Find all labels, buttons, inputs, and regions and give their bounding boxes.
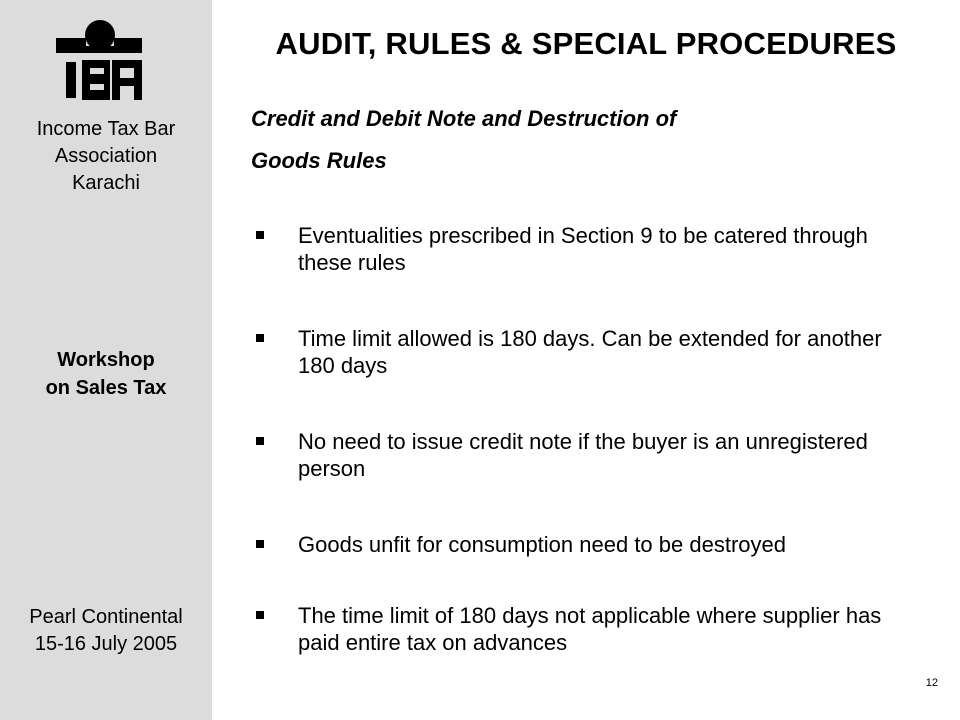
- slide-title: AUDIT, RULES & SPECIAL PROCEDURES: [275, 26, 897, 61]
- venue-date: 15-16 July 2005: [34, 633, 178, 655]
- slide-subtitle: [251, 98, 891, 182]
- subtitle-line: Credit and Debit Note and Destruction of: [251, 106, 677, 131]
- bullet-text: Eventualities prescribed in Section 9 to be catered through these rules: [298, 223, 868, 275]
- subtitle-line: Goods Rules: [251, 148, 387, 173]
- square-bullet-icon: [256, 334, 264, 342]
- venue-line: Pearl Continental: [29, 606, 183, 628]
- square-bullet-icon: [256, 611, 264, 619]
- itba-logo-icon: [50, 18, 150, 102]
- workshop-line: on Sales Tax: [45, 377, 167, 399]
- sidebar: [0, 0, 212, 720]
- bullet-text: The time limit of 180 days not applicable where supplier has paid entire tax on advances: [298, 603, 882, 655]
- square-bullet-icon: [256, 231, 264, 239]
- page-number: 12: [925, 677, 938, 689]
- square-bullet-icon: [256, 540, 264, 548]
- organization-line: Karachi: [72, 172, 140, 194]
- bullet-text: No need to issue credit note if the buyer is an unregistered person: [298, 429, 868, 481]
- bullet-text: Goods unfit for consumption need to be destroyed: [298, 532, 786, 557]
- organization-name: [0, 116, 212, 197]
- workshop-title: [0, 346, 212, 402]
- organization-line: Association: [54, 145, 158, 167]
- organization-line: Income Tax Bar: [36, 118, 176, 140]
- bullet-text: Time limit allowed is 180 days. Can be extended for another 180 days: [298, 326, 882, 378]
- workshop-line: Workshop: [57, 349, 155, 371]
- square-bullet-icon: [256, 437, 264, 445]
- venue-info: [0, 604, 212, 658]
